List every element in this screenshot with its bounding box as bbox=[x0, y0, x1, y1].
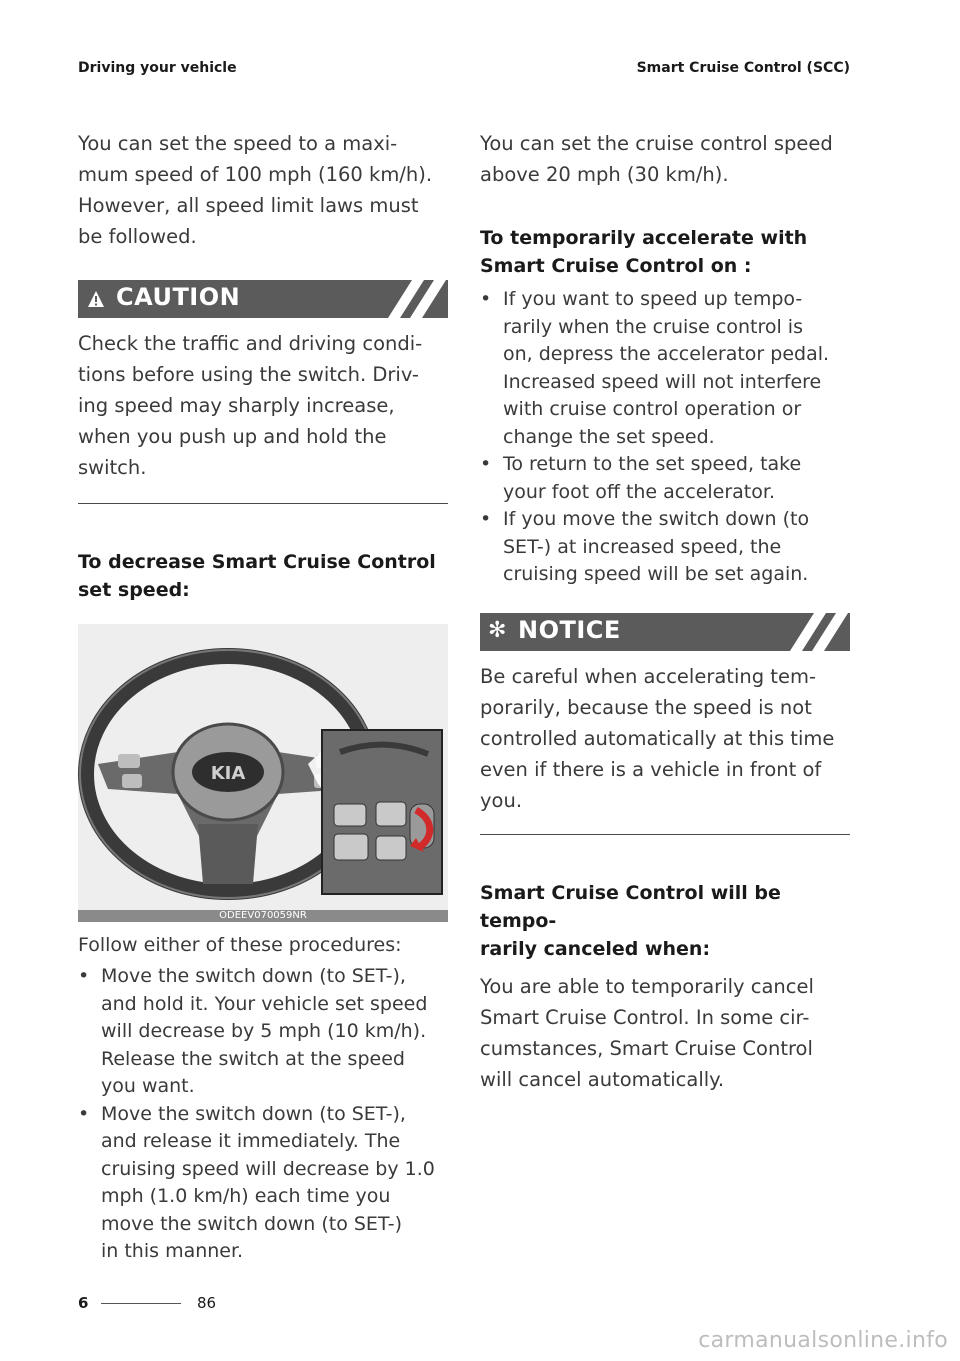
figure-caption: ODEEV070059NR bbox=[78, 910, 448, 922]
caution-banner bbox=[78, 280, 448, 318]
caution-text: Check the traffic and driving condi- tions before using the switch. Driv- ing speed may sharply increase, when you push up and hold the switch. bbox=[78, 332, 423, 479]
footer-divider bbox=[101, 1303, 181, 1304]
speed-max-text: You can set the speed to a maxi- mum speed of 100 mph (160 km/h). However, all speed limit laws must be followed. bbox=[78, 132, 433, 248]
left-column bbox=[78, 128, 448, 1266]
notice-text: Be careful when accelerating tem- porarily, because the speed is not controlled automatically at this time even if there is a vehicle in front of you. bbox=[480, 664, 835, 812]
list-item: • If you want to speed up tempo- rarily when the cruise control is on, depress the accelerator pedal. Increased speed will not interfere with cruise control operation or change the set speed. bbox=[480, 288, 830, 448]
cancel-text: You are able to temporarily cancel Smart Cruise Control. In some cir- cumstances, Smart Cruise Control will cancel automatically. bbox=[480, 974, 814, 1091]
bullet-icon: • bbox=[480, 288, 492, 310]
list-item: • Move the switch down (to SET-), and release it immediately. The cruising speed will decrease by 1.0 mph (1.0 km/h) each time you move the switch down (to SET-) in this manner. bbox=[78, 1102, 435, 1262]
steering-wheel-illustration bbox=[78, 624, 448, 910]
list-item: • To return to the set speed, take your foot off the accelerator. bbox=[480, 453, 802, 503]
cancel-heading: Smart Cruise Control will be tempo- rarily canceled when: bbox=[480, 881, 781, 960]
list-item: • If you move the switch down (to SET-) at increased speed, the cruising speed will be set again. bbox=[480, 508, 810, 585]
header-section: Driving your vehicle bbox=[78, 60, 237, 76]
accelerate-list bbox=[480, 286, 850, 589]
right-column bbox=[480, 128, 850, 1095]
asterisk-icon: ✻ bbox=[488, 617, 507, 643]
list-item: • Move the switch down (to SET-), and hold it. Your vehicle set speed will decrease by 5 mph (10 km/h). Release the switch at the speed you want. bbox=[78, 965, 428, 1097]
procedures-list bbox=[78, 963, 448, 1266]
chapter-number: 6 bbox=[78, 1294, 89, 1312]
notice-banner bbox=[480, 613, 850, 651]
decrease-heading: To decrease Smart Cruise Control set speed: bbox=[78, 551, 436, 601]
bullet-icon: • bbox=[78, 965, 90, 987]
page-number: 86 bbox=[197, 1294, 217, 1312]
steering-wheel-figure bbox=[78, 624, 448, 922]
procedures-intro: Follow either of these procedures: bbox=[78, 934, 402, 956]
bullet-icon: • bbox=[480, 508, 492, 530]
accelerate-heading: To temporarily accelerate with Smart Cruise Control on : bbox=[480, 227, 808, 277]
notice-divider bbox=[480, 834, 850, 835]
bullet-icon: • bbox=[480, 453, 492, 475]
header-topic: Smart Cruise Control (SCC) bbox=[636, 60, 850, 76]
warning-triangle-icon bbox=[87, 290, 105, 308]
banner-stripes-icon bbox=[790, 613, 850, 651]
banner-stripes-icon bbox=[388, 280, 448, 318]
kia-logo: KIA bbox=[210, 763, 246, 784]
caution-title: CAUTION bbox=[116, 283, 241, 311]
speed-min-text: You can set the cruise control speed above 20 mph (30 km/h). bbox=[480, 132, 833, 186]
bullet-icon: • bbox=[78, 1102, 90, 1125]
caution-divider bbox=[78, 503, 448, 504]
watermark: carmanualsonline.info bbox=[698, 1328, 948, 1353]
notice-title: NOTICE bbox=[518, 615, 621, 644]
